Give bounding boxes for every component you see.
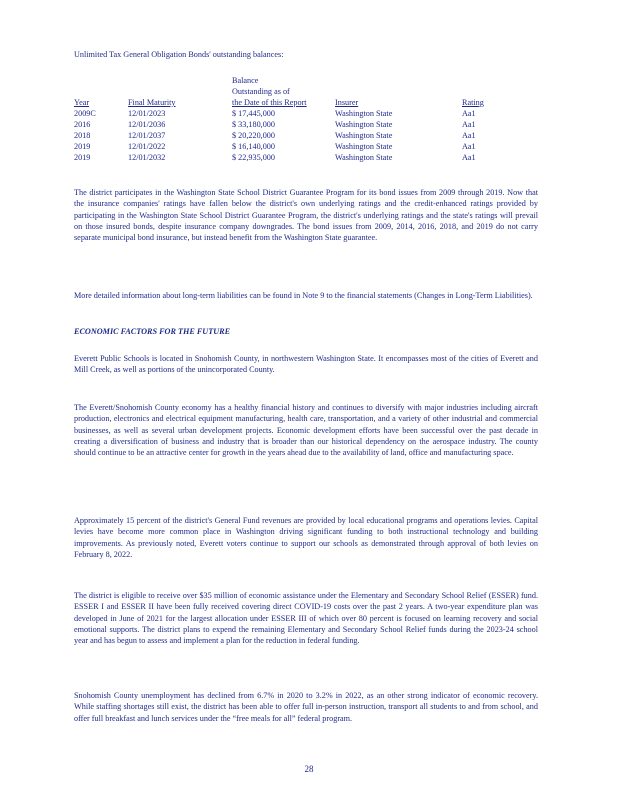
balance-header-line1: Balance [232,76,259,85]
cell-amount: $ 20,220,000 [232,131,275,140]
cell-maturity: 12/01/2023 [128,109,166,118]
col-header-insurer: Insurer [335,98,359,107]
col-header-balance-date: the Date of this Report [232,98,307,107]
cell-maturity: 12/01/2032 [128,153,166,162]
cell-maturity: 12/01/2022 [128,142,166,151]
long-term-liabilities-paragraph: More detailed information about long-term liabilities can be found in Note 9 to the financial statements (Changes in Long-Term Liabilities). [74,291,533,300]
cell-amount: $ 17,445,000 [232,109,275,118]
table-row [74,130,502,141]
cell-year: 2016 [74,120,91,129]
cell-maturity: 12/01/2037 [128,131,166,140]
cell-year: 2009C [74,109,96,118]
guarantee-program-paragraph: The district participates in the Washington State School District Guarantee Program for its bond issues from 2009 through 2019. Now that the insurance companies' ratings have fallen below the district's own underlying ratings and the credit-enhanced ratings provided by participating in the Washington State School District Guarantee Program, the district's underlying ratings and the state's ratings will prevail on those insured bonds, despite insurance company downgrades. The bond issues from 2009, 2014, 2016, 2018, and 2019 do not carry separate municipal bond insurance, but instead benefit from the Washington State guarantee. [74,188,538,243]
balance-header-line2: Outstanding as of [232,87,290,96]
cell-amount: $ 22,935,000 [232,153,275,162]
table-header-outstanding-row [74,86,502,97]
unemployment-paragraph: Snohomish County unemployment has declined from 6.7% in 2020 to 3.2% in 2022, as an other strong indicator of economic recovery. While staffing shortages still exist, the district has been able to offer full in-person instruction, transport all students to and from school, and offer full breakfast and lunch services under the “free meals for all” federal program. [74,691,538,723]
esser-funding-paragraph: The district is eligible to receive over $35 million of economic assistance under the Elementary and Secondary School Relief (ESSER) fund. ESSER I and ESSER II have been fully received covering direct COVID-19 costs over the past 2 years. A two-year expenditure plan was developed in June of 2021 for the largest allocation under ESSER III of which over 80 percent is focused on learning recovery and social emotional supports. The district plans to expend the remaining Elementary and Secondary School Relief funds during the 2023-24 school year and has begun to assess and implement a plan for the reduction in federal funding. [74,591,538,646]
page-number: 28 [304,764,314,774]
cell-insurer: Washington State [335,131,393,140]
cell-year: 2019 [74,153,91,162]
county-economy-paragraph: The Everett/Snohomish County economy has a healthy financial history and continues to diversify with major industries including aircraft production, electronics and electrical equipment manufacturing, health care, transportation, and a variety of other industrial and commercial businesses, as well as several urban development projects. Economic development efforts have been successful over the past decade in creating a diversification of business and industry that is broader than our historical dependency on the aerospace industry. The county should continue to be an attractive center for growth in the years ahead due to the availability of land, office and manufacturing space. [74,403,538,458]
cell-rating: Aa1 [462,120,476,129]
cell-rating: Aa1 [462,131,476,140]
bond-balance-table [74,75,502,163]
table-row [74,119,502,130]
cell-year: 2019 [74,142,91,151]
col-header-year: Year [74,98,90,107]
economic-factors-heading: ECONOMIC FACTORS FOR THE FUTURE [74,327,231,336]
cell-insurer: Washington State [335,142,393,151]
cell-insurer: Washington State [335,109,393,118]
cell-rating: Aa1 [462,142,476,151]
table-row [74,108,502,119]
table-row [74,141,502,152]
table-header-balance-row [74,75,502,86]
cell-rating: Aa1 [462,153,476,162]
col-header-final-maturity: Final Maturity [128,98,176,107]
cell-amount: $ 33,180,000 [232,120,275,129]
levies-paragraph: Approximately 15 percent of the district's General Fund revenues are provided by local educational programs and operations levies. Capital levies have become more common place in Washington driving significant funding to both instructional technology and building improvements. As previously noted, Everett voters continue to support our schools as demonstrated through approval of both levies on February 8, 2022. [74,516,538,559]
bond-balance-intro: Unlimited Tax General Obligation Bonds' outstanding balances: [74,50,284,59]
cell-rating: Aa1 [462,109,476,118]
cell-insurer: Washington State [335,153,393,162]
table-row [74,152,502,163]
table-header-row [74,97,502,108]
district-location-paragraph: Everett Public Schools is located in Snohomish County, in northwestern Washington State. It encompasses most of the cities of Everett and Mill Creek, as well as portions of the unincorporated County. [74,354,538,375]
cell-maturity: 12/01/2036 [128,120,166,129]
col-header-rating: Rating [462,98,484,107]
cell-amount: $ 16,140,000 [232,142,275,151]
cell-insurer: Washington State [335,120,393,129]
cell-year: 2018 [74,131,91,140]
